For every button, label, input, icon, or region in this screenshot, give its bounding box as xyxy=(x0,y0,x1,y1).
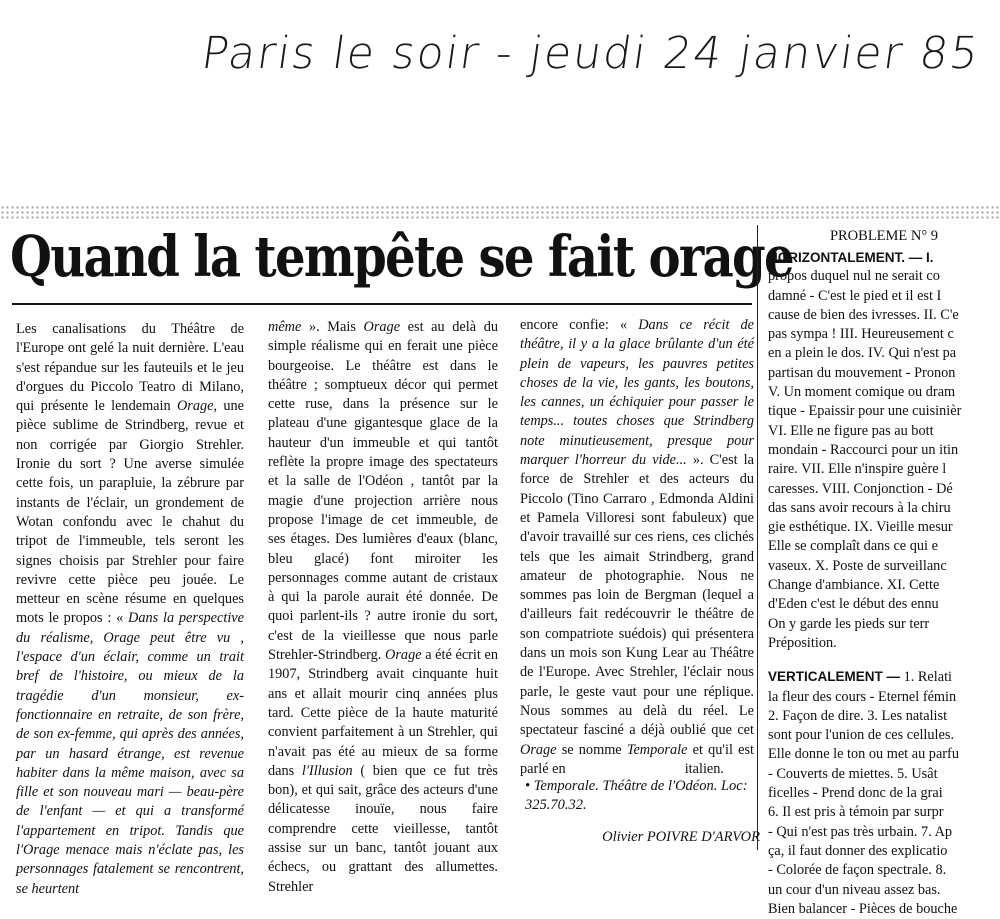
clue-line: Préposition. xyxy=(768,634,837,651)
clue-line: On y garde les pieds sur terr xyxy=(768,615,930,632)
clue-line: - Couverts de miettes. 5. Usât xyxy=(768,765,938,782)
quote-text: Dans ce récit de théâtre, il y a la glace brûlante d'un été plein de vapeurs, les pauvres petites choses de la vie, les gants, les boutons, les cannes, un échiquier pour passer le temps... toutes choses que Strindberg note minutieusement, presque pour marquer l'horreur du vide... xyxy=(520,317,754,469)
crossword-clues xyxy=(768,228,1000,917)
clue-line: raire. VII. Elle n'inspire guère l xyxy=(768,461,947,478)
clue-line: Elle donne le ton ou met au parfu xyxy=(768,746,959,763)
handwritten-date-note: Paris le soir - jeudi 24 janvier 85 xyxy=(198,28,984,79)
article-text: ». C'est la force de Strehler et des acteurs du Piccolo (Tino Carraro , Edmonda Aldini et Pamela Villoresi sont fabuleux) que d'avoir travaillé sur ces riens, ces clichés tels que les aimait Strindberg, grand amateur de photographie. Nous ne sommes pas loin de Bergman (lequel a d'ailleurs fait redécouvrir le théâtre de son compatriote suédois) qui présentera dans un mois son Kung Lear au Théâtre de l'Europe. Avec Strehler, l'éclair nous parle, le geste vaut pour une réplique. Nous sommes au delà du réel. Le spectateur fasciné a déjà oublié que cet xyxy=(520,452,754,739)
vertical-heading: VERTICALEMENT — xyxy=(768,669,901,685)
clue-line: la fleur des cours - Eternel fémin xyxy=(768,688,957,705)
clue-line: Change d'ambiance. XI. Cette xyxy=(768,577,940,594)
article-text: est au delà du simple réalisme qui en ferait une pièce bourgeoise. Le théâtre est dans le théâtre ; somptueux décor qui permet cette ruse, dans la présence sur le plateau d'une gigantesque glace de la hauteur d'un immeuble et qui tantôt reflète la propre image des spectateurs et la salle de l'Odéon , tantôt par la magie d'une projection arrière nous propose l'image de cet immeuble, de ses étages. Des lumières d'eaux (blanc, bleu glacé) font miroiter les personnages comme autant de cristaux à qui la parole aurait été donnée. De quoi parlent-ils ? autre ironie du sort, c'est de la vieillesse que nous parle Strehler-Strindberg. xyxy=(268,319,498,664)
article-text: encore confie: « xyxy=(520,317,639,333)
clue-line: tique - Epaissir pour une cuisinièr xyxy=(768,403,962,420)
horizontal-heading: HORIZONTALEMENT. — I. xyxy=(768,250,934,265)
clue-line: en a plein le dos. IV. Qui n'est pa xyxy=(768,345,957,362)
clue-line: propos duquel nul ne serait co xyxy=(768,268,940,285)
show-info: • Temporale. Théâtre de l'Odéon. Loc: 325.70.32. xyxy=(525,778,748,813)
clue-line: ficelles - Prend donc de la grai xyxy=(768,785,943,802)
clue-line: - Colorée de façon spectrale. 8. xyxy=(768,862,947,879)
clue-line: 1. Relati xyxy=(903,669,953,686)
article-column-1 xyxy=(16,320,244,899)
quote-text: Dans la perspective du réalisme, Orage peut être vu , l'espace d'un éclair, comme un trait bref de l'histoire, ou mieux de la tragédie d'un monsieur, ex-fonctionnaire en retraite, de son frère, de son ex-femme, qui après des années, par un hasard étrange, est revenue habiter dans la même maison, avec sa fille et son nouveau mari — beau-père de l'enfant — et qui a transformé l'appartement en tripot. Tandis que l'Orage menace mais n'éclate pas, les personnages fatalement se rencontrent, se heurtent xyxy=(16,610,244,897)
clue-line: cause de bien des ivresses. II. C'e xyxy=(768,306,959,323)
author-signature: Olivier POIVRE D'ARVOR xyxy=(602,829,760,845)
clue-line: das sans avoir recours à la chiru xyxy=(768,499,951,516)
clue-line: 6. Il est pris à témoin par surpr xyxy=(768,804,944,821)
article-headline: Quand la tempête se fait orage xyxy=(10,224,793,290)
quote-text: même xyxy=(268,319,302,335)
article-text: , une pièce sublime de Strindberg, revue et non corrigée par Giorgio Strehler. Ironie du sort ? Une averse simulée cette fois, un parapluie, la zébrure par instants de l'éclair, un grondement de Wotan confondu avec le chahut du tripot de l'immeuble, tels seront les signes choisis par Strehler pour faire revivre cette pièce peu jouée. Le metteur en scène résume en quelques mots le propos : « xyxy=(16,398,244,627)
article-text: ( bien que ce fut très bon), et qui sait, grâce des acteurs d'une délicatesse inouïe, nous faire comprendre cette vieillesse, tantôt assise sur un banc, tantôt jouant aux échecs, ou grattant des allumettes. Strehler xyxy=(268,762,499,895)
clue-line: partisan du mouvement - Pronon xyxy=(768,364,956,381)
play-title: Orage xyxy=(520,741,557,758)
clue-line: pas sympa ! III. Heureusement c xyxy=(768,326,954,343)
dotted-divider xyxy=(0,205,1000,219)
clue-line: vaseux. X. Poste de surveillanc xyxy=(768,557,947,574)
play-title: Orage xyxy=(176,398,214,415)
article-text: Les canalisations du Théâtre de l'Europe ont gelé la nuit dernière. L'eau s'est répandue sur les fauteuils et le jeu d'orgues du Piccolo Teatro di Milano, qui présente le lendemain xyxy=(16,321,244,415)
clue-line: damné - C'est le pied et il est I xyxy=(768,287,942,304)
play-title: l'Illusion xyxy=(301,762,353,779)
clue-line: - Qui n'est pas très urbain. 7. Ap xyxy=(768,823,953,840)
clue-line: ça, il faut donner des explicatio xyxy=(768,842,948,859)
clue-line: V. Un moment comique ou dram xyxy=(768,384,956,401)
clue-line: Elle se complaît dans ce qui e xyxy=(768,538,938,555)
clue-line: gie esthétique. IX. Vieille mesur xyxy=(768,519,953,536)
clue-line: mondain - Raccourci pour un itin xyxy=(768,441,959,458)
play-title: Orage xyxy=(363,319,401,335)
clue-line: caresses. VIII. Conjonction - Dé xyxy=(768,480,953,497)
article-text: et qu'il est parlé en xyxy=(520,741,754,777)
headline-underline xyxy=(12,303,752,305)
play-title: Temporale xyxy=(626,741,688,758)
article-text: a été écrit en 1907, Strindberg avait cinquante huit ans et allait mourir cinq années plus tard. Cette pièce de la haute maturité convient parfaitement à un Strehler, qui n'avait pas été au mieux de sa forme dans xyxy=(268,647,498,779)
clue-line: sont pour l'union de ces cellules. xyxy=(768,727,955,744)
article-column-3 xyxy=(520,316,754,779)
clue-line: Bien balancer - Pièces de bouche xyxy=(768,900,958,917)
article-text: italien. xyxy=(684,761,724,778)
puzzle-title: PROBLEME N° 9 xyxy=(829,228,939,244)
clue-line: 2. Façon de dire. 3. Les natalist xyxy=(768,707,948,724)
clue-line: VI. Elle ne figure pas au bott xyxy=(768,422,934,439)
play-title: Orage xyxy=(385,647,422,664)
column-divider xyxy=(757,225,758,850)
clue-line: d'Eden c'est le début des ennu xyxy=(768,596,939,613)
clue-line: un cour d'un niveau assez bas. xyxy=(768,881,941,898)
article-column-2 xyxy=(268,318,498,897)
article-text: ». Mais xyxy=(301,319,364,335)
article-text: se nomme xyxy=(556,741,627,758)
